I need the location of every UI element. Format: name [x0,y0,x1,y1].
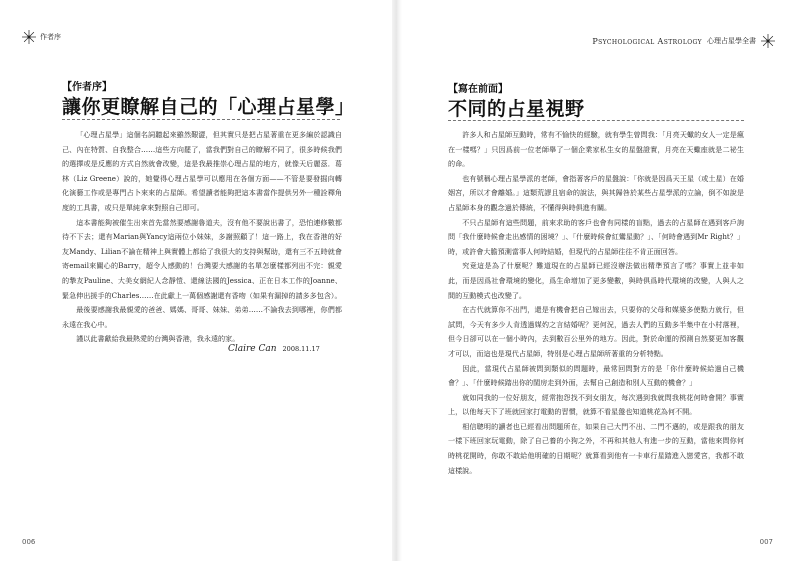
star-ornament-icon [761,34,775,48]
paragraph: 最後要感謝我最親愛的爸爸、媽媽、哥哥、妹妹、弟弟……不論我去到哪裡，你們都永遠在我心中。 [62,305,342,329]
paragraph: 這本書能夠被催生出來首先當然要感謝魯道夫，沒有他不要說出書了，恐怕連修數都待不下去；還有Marian與Yancy這兩位小妹妹，多謝照顧了！這一路上，我在香港的好友Mandy、Lilian不論在精神上與實體上都給了我很大的支持與幫助，還有三不五時就會寄email來關心的Barry，超令人感動的！台灣要大感謝的名單怎麼樣都列出不完：親愛的摯友Pauline、大美女網紀人念靜愷、還線法國的Jessica、正在日本工作的Joanne、緊急伸出援手的Charles……在此獻上一萬個感謝還有香吻（如果有漏掉的請多多包含）。 [62,217,342,300]
paragraph: 相信聰明的讀者也已經看出問題所在，如果自己大門不出、二門不邁的，或是跟我的朋友一樣下班回家玩電動，除了自己養的小狗之外，不再和其他人有進一步的互動，當他來問你何時桃花開時，你敢不敢給他明確的日期呢？就算看到他有一卡車行星踏進入戀愛宮，我都不敢這樣說。 [448,421,744,475]
right-page [402,0,793,561]
paragraph: 究竟這是為了什麼呢？難道現在的占星師已經沒辦法做出精準預言了嗎？事實上並非如此，而是因爲社會環境的變化，爲生命增加了更多變數，與時俱爲時代環境的改變，人與人之間的互動模式也改變了。 [448,261,744,300]
running-head-english: Psychological Astrology [592,36,702,46]
signature-date: 2008.11.17 [282,345,320,353]
right-body-text [448,128,744,478]
running-head-chinese: 心理占星學全書 [707,37,756,45]
section-label: 【作者序】 [62,82,112,93]
headline-rule [62,119,340,120]
right-running-head [592,34,775,48]
left-body-text [62,128,342,347]
paragraph: 就如同我的一位好朋友，經常抱怨找不到女朋友，每次遇到我就問我桃花何時會開？事實上，以他每天下了班就回家打電動的習慣，就算不看星盤也知道桃花為何不開。 [448,392,744,417]
paragraph: 謹以此書獻給我最熱愛的台灣與香港，我永遠的家。 [76,334,240,344]
page-headline: 讓你更瞭解自己的「心理占星學」 [62,96,355,118]
paragraph: 在古代就算你不出門，還是有機會把自己嫁出去，只要你的父母和媒婆多使點力就行，但試問，今天有多少人肯透過媒妁之言結婚呢？更何況，過去人們的互動多半集中在小村落裡，但今日卻可以在一個小時內，去到數百公里外的地方。因此，對於命運的預測自然要更加客觀才可以，而這也是現代占星師，特別是心理占星師所著重的分析特點。 [448,305,744,358]
headline-rule [448,120,744,121]
paragraph: 因此，當現代占星師被問到類似的問題時，最常回問對方的是「你什麼時候給過自己機會？」、「什麼時候踏出你的閨房走到外面，去幫自己創造和別人互動的機會？」 [448,363,744,388]
left-running-head [22,30,61,44]
star-ornament-icon [22,30,36,44]
signature-name: Claire Can [228,344,277,354]
page-number: 007 [759,538,773,546]
paragraph: 「心理占星學」這個名詞聽起來雖然艱澀，但其實只是把占星著重在更多編於認識自己、內在特質、自我整合……這些方向罷了，當我們對自己的瞭解不同了，很多時候我們的選擇或是反應的方式自然就會改變，這是我最推崇心理占星的地方，就像天后麗茲．葛林（Liz Greene）說的，她覺得心理占星學可以應用在各個方面——不管是要發掘向轉化演藝工作或是專門占卜來來的占星師。希望讀者能夠把這本書當作提供另外一種詮釋角度的工具書，或只是單純拿來對照自己即可。 [62,130,342,212]
page-headline: 不同的占星視野 [448,98,585,120]
left-page [0,0,392,561]
author-signature [228,344,320,354]
paragraph: 許多人和占星師互動時，常有不愉快的經驗，就有學生曾問我：「月亮天蠍的女人一定是瘋在一樣嗎？」只因爲前一位老師舉了一個企業家私生女的星盤證實，月亮在天蠍座就是二祕生的命。 [448,130,744,169]
section-label: 【寫在前面】 [448,84,508,95]
running-head-text: 作者序 [40,33,61,41]
paragraph: 也有號稱心理占星學派的老師，會指著客戶的星盤說：「你就是因爲天王星（或土星）在婚姻宮，所以才會離婚。」這類荒謬且宿命的說法，與其歸咎於某些占星學派的立論，倒不如說是占星師本身的觀念過於傳統，不懂得與時俱進有關。 [448,173,744,212]
paragraph: 不只占星師有這些問題，前來求助的客戶也會有同樣的盲點，過去的占星師在遇到客戶詢問「我什麼時候會走出感情的困境？」、「什麼時候會紅鸞星動？」、「何時會遇到Mr Right？」時，或許會大膽預測當事人何時結婚，但現代的占星師往往不肯正面回答。 [448,217,744,256]
page-number: 006 [22,538,36,546]
book-gutter [392,0,402,561]
